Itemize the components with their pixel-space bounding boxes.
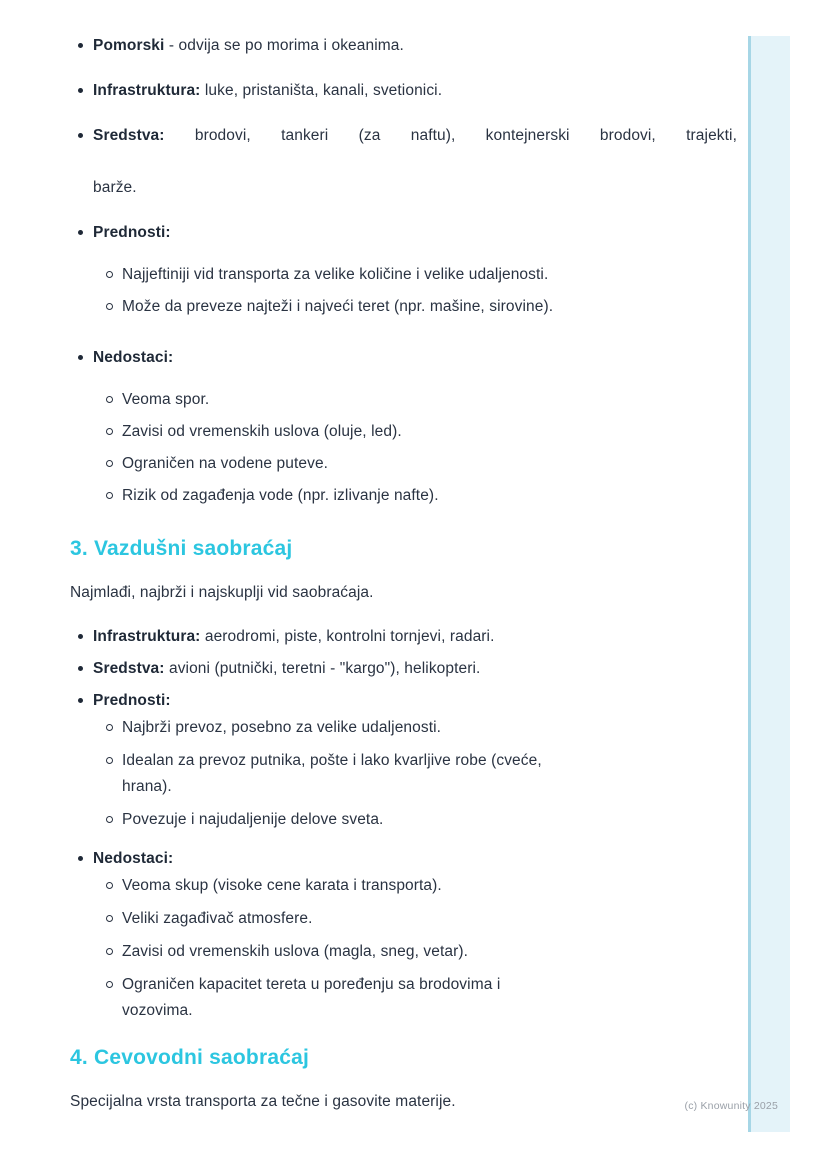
list-item — [78, 33, 737, 59]
list-item-line — [122, 715, 737, 741]
list-item-text: Najbrži prevoz, posebno za velike udaljenosti. — [122, 719, 442, 736]
list-item-line — [93, 846, 737, 872]
circle-bullet-icon — [106, 428, 113, 435]
sub-bullet-list — [93, 262, 737, 320]
section-heading: 3. Vazdušni saobraćaj — [70, 537, 293, 560]
list-item-content — [122, 873, 737, 899]
list-item-text: Povezuje i najudaljenije delove sveta. — [122, 811, 384, 828]
list-item — [106, 715, 737, 741]
list-item-content — [122, 972, 737, 1024]
list-item-content — [93, 846, 737, 1031]
list-item — [106, 972, 737, 1024]
list-item — [106, 451, 737, 477]
list-item-content — [93, 688, 737, 840]
page-accent-bar — [748, 36, 790, 1132]
bullet-icon — [78, 666, 83, 671]
circle-bullet-icon — [106, 981, 113, 988]
circle-bullet-icon — [106, 724, 113, 731]
list-item-text: - odvija se po morima i okeanima. — [168, 37, 404, 54]
list-item-content — [93, 345, 737, 515]
list-item — [78, 345, 737, 515]
list-item-line — [122, 483, 737, 509]
list-item-text: Idealan za prevoz putnika, pošte i lako kvarljive robe (cveće, — [122, 752, 542, 769]
sub-bullet-list — [93, 873, 737, 1024]
bullet-icon — [78, 230, 83, 235]
list-item-content — [122, 419, 737, 445]
list-item-line — [93, 123, 737, 175]
list-item-lead: Nedostaci: — [93, 349, 174, 366]
list-item — [106, 939, 737, 965]
circle-bullet-icon — [106, 396, 113, 403]
list-item-content — [93, 33, 737, 59]
list-item-text: Zavisi od vremenskih uslova (magla, sneg, vetar). — [122, 943, 469, 960]
list-item-line — [122, 807, 737, 833]
list-item-content — [122, 715, 737, 741]
paragraph: Najmlađi, najbrži i najskuplji vid saobraćaja. — [70, 584, 374, 601]
list-item-line — [122, 451, 737, 477]
list-item-line — [122, 906, 737, 932]
list-item — [106, 873, 737, 899]
list-item-line — [93, 688, 737, 714]
list-item-line — [122, 939, 737, 965]
bullet-list — [70, 624, 737, 1031]
list-item-line — [93, 656, 737, 682]
list-item-line — [93, 345, 737, 371]
list-item-content — [122, 387, 737, 413]
list-item-lead: Prednosti: — [93, 692, 171, 709]
paragraph: Specijalna vrsta transporta za tečne i gasovite materije. — [70, 1093, 456, 1110]
list-item-content — [122, 262, 737, 288]
sub-bullet-list — [93, 715, 737, 833]
list-item — [106, 387, 737, 413]
list-item — [78, 78, 737, 104]
list-item-content — [122, 451, 737, 477]
list-item-line — [93, 624, 737, 650]
bullet-list — [70, 33, 737, 515]
list-item — [78, 624, 737, 650]
bullet-icon — [78, 133, 83, 138]
list-item-lead: Nedostaci: — [93, 850, 174, 867]
list-item-text: Može da preveze najteži i najveći teret (npr. mašine, sirovine). — [122, 298, 554, 315]
list-item-text: avioni (putnički, teretni - "kargo"), helikopteri. — [168, 660, 481, 677]
list-item-content — [122, 906, 737, 932]
circle-bullet-icon — [106, 882, 113, 889]
list-item-content — [122, 294, 737, 320]
list-item — [78, 846, 737, 1031]
list-item-content — [93, 220, 737, 326]
list-item-line — [122, 873, 737, 899]
list-item-text: Veliki zagađivač atmosfere. — [122, 910, 313, 927]
list-item-content — [93, 624, 737, 650]
list-item-lead: Infrastruktura: — [93, 628, 201, 645]
list-item — [106, 906, 737, 932]
list-item — [106, 294, 737, 320]
list-item-text: vozovima. — [122, 1002, 193, 1019]
list-item — [78, 123, 737, 201]
list-item — [106, 262, 737, 288]
list-item-text: Ograničen kapacitet tereta u poređenju sa brodovima i — [122, 976, 501, 993]
document-content — [70, 33, 737, 1133]
list-item-text: brodovi, tankeri (za naftu), kontejnerski brodovi, trajekti, — [194, 127, 737, 144]
circle-bullet-icon — [106, 303, 113, 310]
list-item — [106, 807, 737, 833]
list-item-line — [122, 419, 737, 445]
list-item-lead: Sredstva: — [93, 660, 165, 677]
bullet-icon — [78, 43, 83, 48]
list-item-text: hrana). — [122, 778, 172, 795]
list-item-content — [122, 807, 737, 833]
list-item-content — [93, 78, 737, 104]
bullet-icon — [78, 698, 83, 703]
sub-bullet-list — [93, 387, 737, 509]
list-item-content — [122, 939, 737, 965]
list-item — [106, 483, 737, 509]
list-item — [78, 220, 737, 326]
list-item-line — [122, 262, 737, 288]
bullet-icon — [78, 634, 83, 639]
list-item-lead: Prednosti: — [93, 224, 171, 241]
list-item-lead: Pomorski — [93, 37, 165, 54]
list-item-line — [93, 78, 737, 104]
list-item-line — [122, 972, 737, 998]
list-item-lead: Infrastruktura: — [93, 82, 201, 99]
list-item-line — [122, 294, 737, 320]
list-item — [78, 656, 737, 682]
bullet-icon — [78, 88, 83, 93]
circle-bullet-icon — [106, 948, 113, 955]
copyright-footer: (c) Knowunity 2025 — [684, 1100, 778, 1112]
list-item-text: Zavisi od vremenskih uslova (oluje, led). — [122, 423, 402, 440]
list-item-content — [93, 123, 737, 201]
circle-bullet-icon — [106, 492, 113, 499]
list-item — [78, 688, 737, 840]
bullet-icon — [78, 355, 83, 360]
list-item-content — [93, 656, 737, 682]
list-item-text: barže. — [93, 179, 137, 196]
list-item-content — [122, 748, 737, 800]
section-heading: 4. Cevovodni saobraćaj — [70, 1046, 309, 1069]
circle-bullet-icon — [106, 271, 113, 278]
list-item-text: Veoma spor. — [122, 391, 210, 408]
list-item-text: aerodromi, piste, kontrolni tornjevi, radari. — [204, 628, 495, 645]
list-item-line — [93, 220, 737, 246]
list-item-lead: Sredstva: — [93, 127, 165, 144]
list-item — [106, 748, 737, 800]
circle-bullet-icon — [106, 460, 113, 467]
bullet-icon — [78, 856, 83, 861]
list-item-text: luke, pristaništa, kanali, svetionici. — [204, 82, 443, 99]
list-item — [106, 419, 737, 445]
circle-bullet-icon — [106, 816, 113, 823]
list-item-text: Ograničen na vodene puteve. — [122, 455, 329, 472]
circle-bullet-icon — [106, 757, 113, 764]
list-item-line — [122, 387, 737, 413]
list-item-text: Veoma skup (visoke cene karata i transporta). — [122, 877, 442, 894]
circle-bullet-icon — [106, 915, 113, 922]
list-item-text: Rizik od zagađenja vode (npr. izlivanje nafte). — [122, 487, 439, 504]
list-item-line — [93, 33, 737, 59]
list-item-line — [122, 748, 737, 774]
list-item-text: Najjeftiniji vid transporta za velike količine i velike udaljenosti. — [122, 266, 549, 283]
list-item-content — [122, 483, 737, 509]
